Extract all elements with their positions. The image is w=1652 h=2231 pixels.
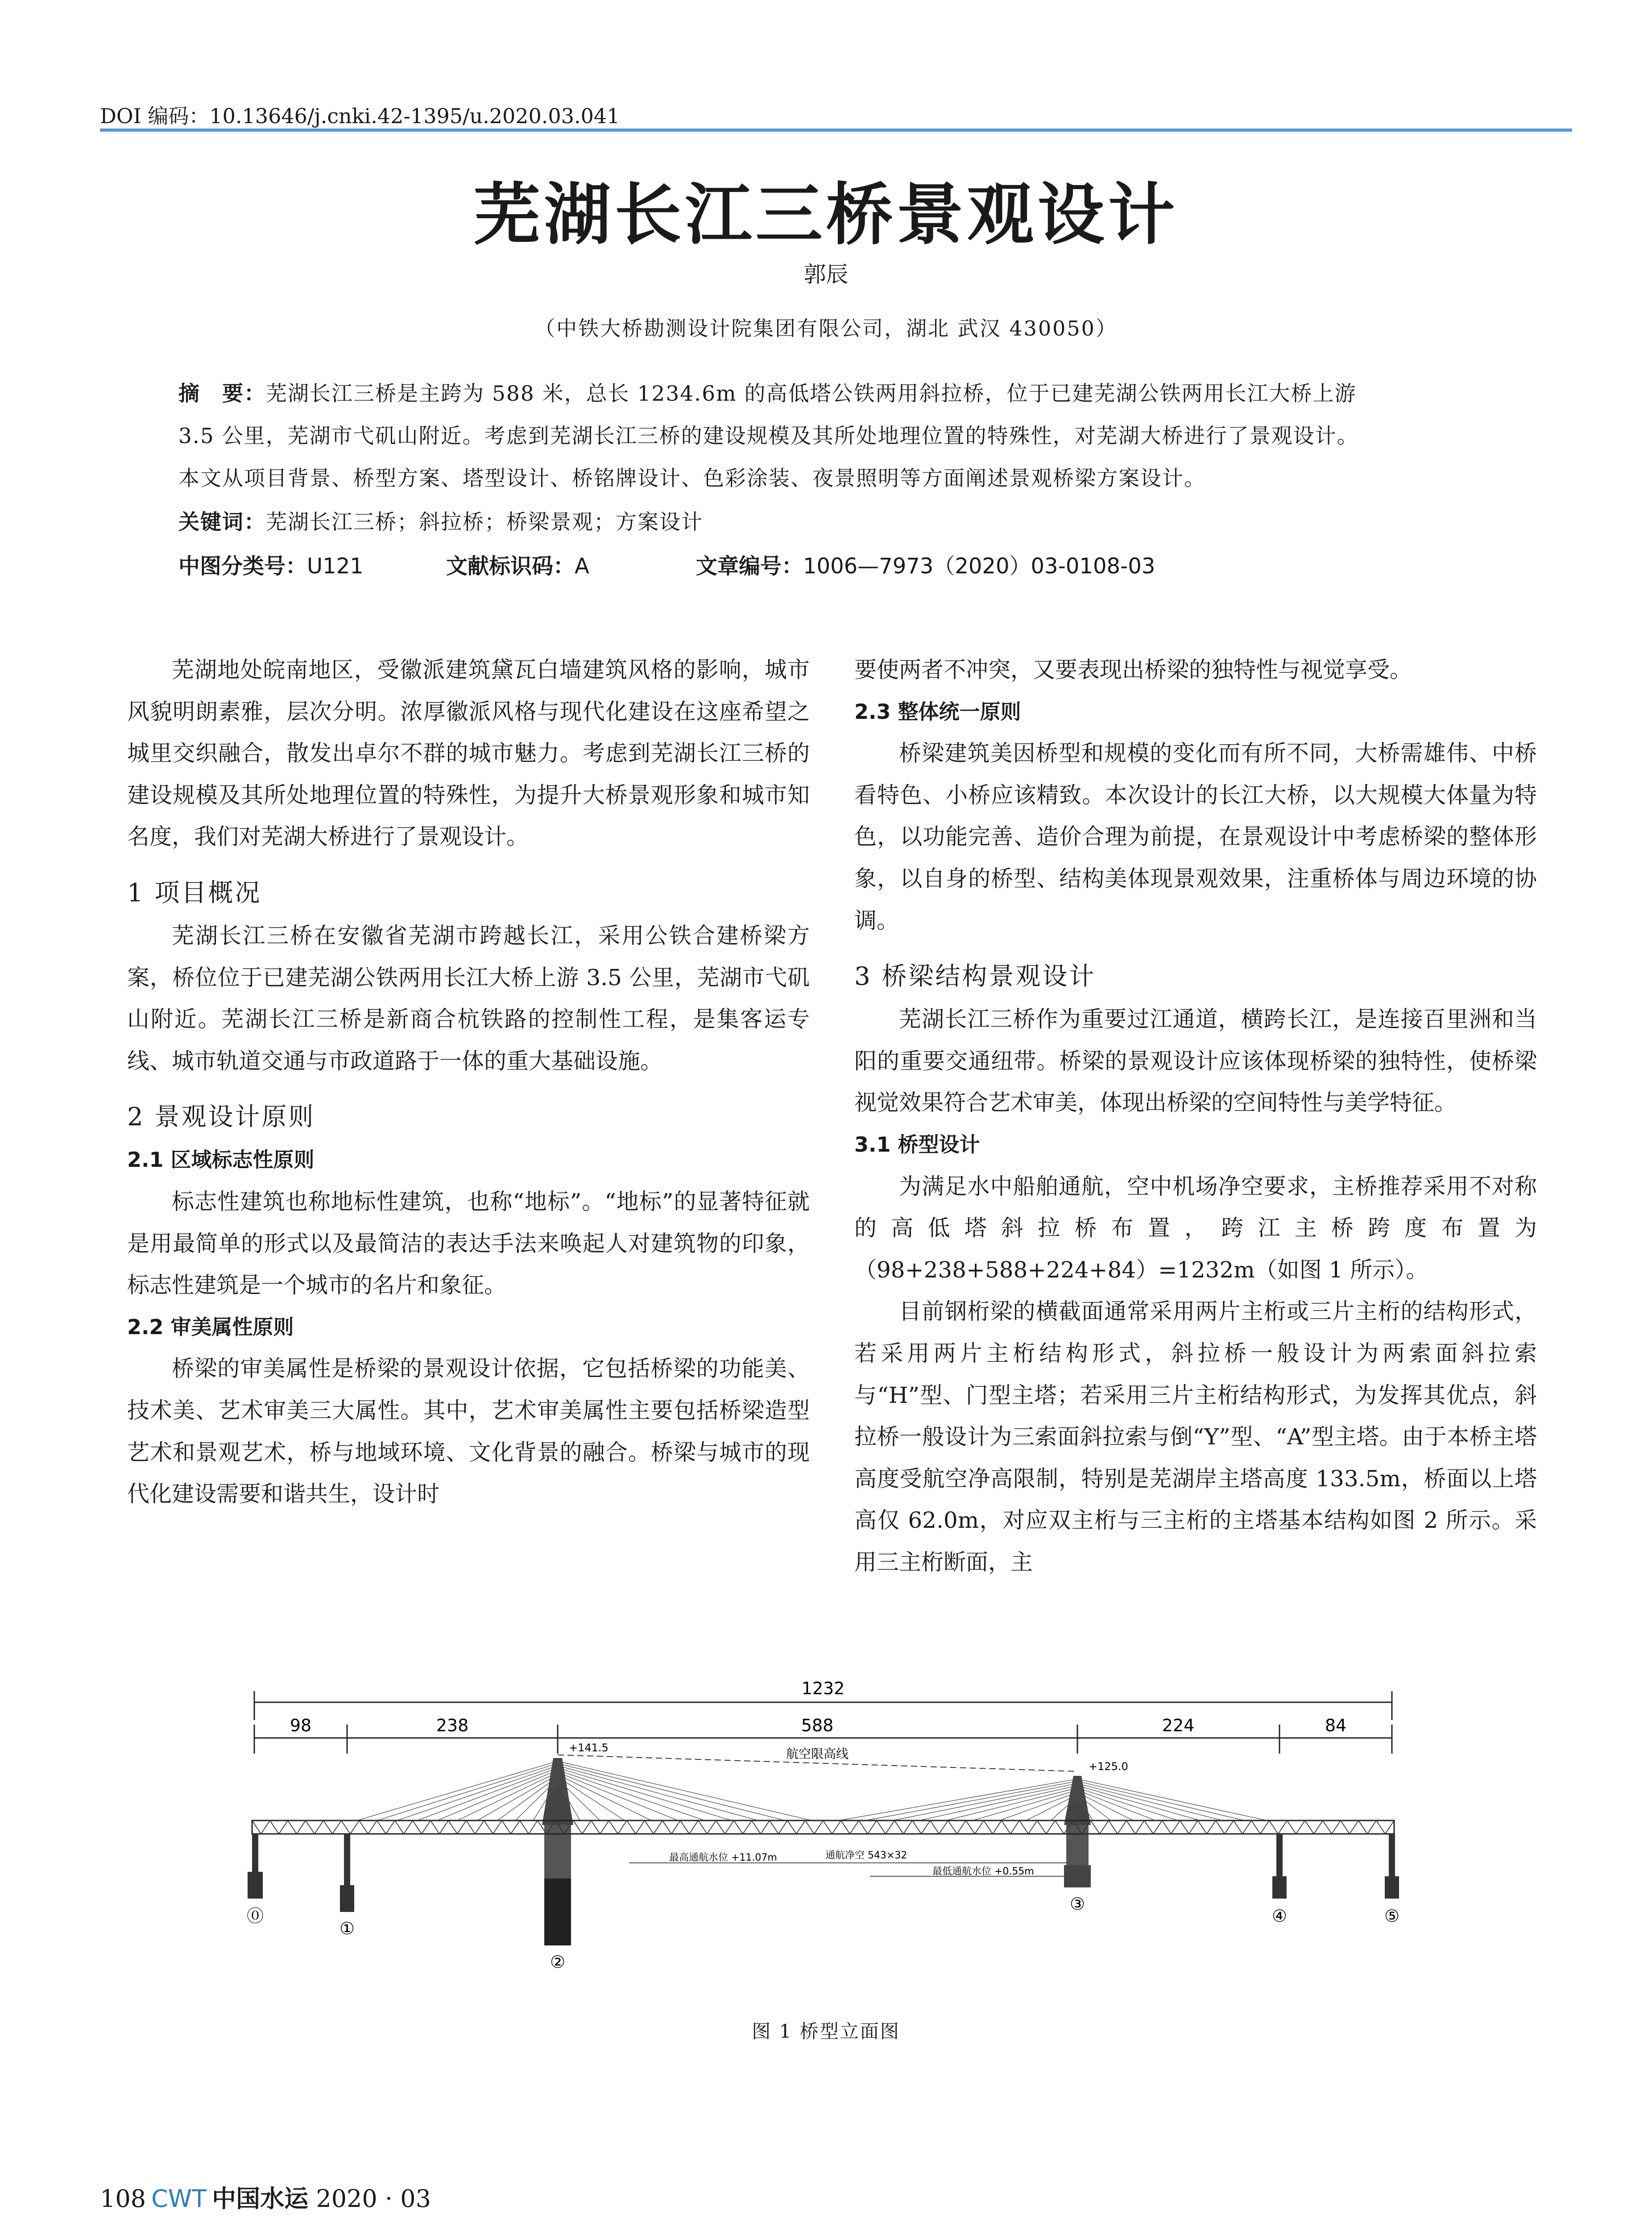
page-footer — [100, 2180, 431, 2214]
keywords-label: 关键词： — [178, 510, 266, 535]
intro-paragraph: 芜湖地处皖南地区，受徽派建筑黛瓦白墙建筑风格的影响，城市风貌明朗素雅，层次分明。浓厚徽派风格与现代化建设在这座希望之城里交织融合，散发出卓尔不群的城市魅力。考虑到芜湖长江三桥的建设规模及其所处地理位置的特殊性，为提升大桥景观形象和城市知名度，我们对芜湖大桥进行了景观设计。 — [127, 657, 810, 850]
left-column — [127, 649, 810, 1515]
pier-1-marker: ① — [339, 1919, 355, 1938]
section-2-3-heading: 2.3 整体统一原则 — [854, 699, 1021, 724]
stay-cables-tower-2 — [839, 1779, 1267, 1820]
section-2-2-heading: 2.2 审美属性原则 — [127, 1315, 294, 1339]
clearance-label: 通航净空 543×32 — [825, 1850, 907, 1861]
section-3-text: 芜湖长江三桥作为重要过江通道，横跨长江，是连接百里洲和当阳的重要交通纽带。桥梁的景观设计应该体现桥梁的独特性，使桥梁视觉效果符合艺术审美，体现出桥梁的空间特性与美学特征。 — [854, 1006, 1537, 1116]
pier-4-marker: ④ — [1271, 1906, 1288, 1926]
page-number: 108 — [100, 2185, 146, 2213]
header-rule — [100, 129, 1572, 132]
abstract-line-1 — [178, 377, 1495, 407]
keywords-line — [178, 506, 1495, 535]
section-2-3-text: 桥梁建筑美因桥型和规模的变化而有所不同，大桥需雄伟、中桥看特色、小桥应该精致。本次设计的长江大桥，以大规模大体量为特色，以功能完善、造价合理为前提，在景观设计中考虑桥梁的整体形象，以自身的桥型、结构美体现景观效果，注重桥体与周边环境的协调。 — [854, 740, 1537, 933]
clc-number: 中图分类号：U121 — [178, 554, 364, 579]
affiliation: （中铁大桥勘测设计院集团有限公司，湖北 武汉 430050） — [534, 316, 1118, 340]
total-length-label: 1232 — [801, 1679, 845, 1698]
tower-2-elevation: +125.0 — [1089, 1760, 1128, 1773]
section-2-heading: 2 景观设计原则 — [127, 1103, 315, 1132]
brand-logo: CWT — [151, 2185, 207, 2213]
issue-number: 2020 · 03 — [316, 2185, 431, 2213]
pier-1 — [340, 1834, 354, 1912]
section-1-heading: 1 项目概况 — [127, 878, 262, 908]
article-number: 文章编号：1006—7973（2020）03-0108-03 — [696, 554, 1155, 579]
continued-paragraph: 要使两者不冲突，又要表现出桥梁的独特性与视觉享受。 — [854, 657, 1412, 683]
abstract-label: 摘 要： — [178, 382, 266, 406]
publication-name: 中国水运 — [212, 2184, 309, 2213]
bridge-elevation-figure — [241, 1675, 1410, 1992]
main-tower-1 — [542, 1758, 573, 1879]
section-3-1-heading: 3.1 桥型设计 — [854, 1132, 980, 1157]
pier-0 — [248, 1834, 263, 1899]
section-3-1-text-2: 目前钢桁梁的横截面通常采用两片主桁或三片主桁的结构形式，若采用两片主桁结构形式，斜拉桥一般设计为两索面斜拉索与“H”型、门型主塔；若采用三片主桁结构形式，为发挥其优点，斜拉桥一般设计为三索面斜拉索与倒“Y”型、“A”型主塔。由于本桥主塔高度受航空净高限制，特别是芜湖岸主塔高度 133.5m，桥面以上塔高仅 62.0m，对应双主桁与三主桁的主塔基本结构如图 2 所示。采用三主桁断面，主 — [854, 1298, 1537, 1575]
section-3-heading: 3 桥梁结构景观设计 — [854, 962, 1096, 991]
pier-3 — [1064, 1865, 1091, 1887]
abstract-line-2: 3.5 公里，芜湖市弋矶山附近。考虑到芜湖长江三桥的建设规模及其所处地理位置的特殊性，对芜湖大桥进行了景观设计。 — [178, 424, 1359, 448]
span-84-label: 84 — [1325, 1716, 1347, 1735]
pier-2-marker: ② — [550, 1952, 566, 1972]
pier-0-marker: ⓪ — [246, 1906, 264, 1926]
min-water-level-label: 最低通航水位 +0.55m — [932, 1866, 1034, 1877]
span-224-label: 224 — [1162, 1716, 1195, 1735]
keywords-text: 芜湖长江三桥；斜拉桥；桥梁景观；方案设计 — [266, 510, 703, 535]
tower-1-elevation: +141.5 — [569, 1742, 609, 1754]
pier-2 — [544, 1879, 571, 1945]
aviation-limit-label: 航空限高线 — [786, 1746, 849, 1761]
pier-5-marker: ⑤ — [1384, 1906, 1400, 1926]
section-1-text: 芜湖长江三桥在安徽省芜湖市跨越长江，采用公铁合建桥梁方案，桥位位于已建芜湖公铁两用长江大桥上游 3.5 公里，芜湖市弋矶山附近。芜湖长江三桥是新商合杭铁路的控制性工程，是集客运专线、城市轨道交通与市政道路于一体的重大基础设施。 — [127, 922, 810, 1074]
pier-5 — [1385, 1834, 1399, 1899]
abstract-line-3: 本文从项目背景、桥型方案、塔型设计、桥铭牌设计、色彩涂装、夜景照明等方面阐述景观桥梁方案设计。 — [178, 466, 1206, 491]
pier-3-marker: ③ — [1069, 1894, 1085, 1914]
right-column — [854, 649, 1537, 1583]
span-588-label: 588 — [801, 1716, 834, 1735]
figure-caption: 图 1 桥型立面图 — [752, 2020, 900, 2042]
section-2-1-text: 标志性建筑也称地标性建筑，也称“地标”。“地标”的显著特征就是用最简单的形式以及最简洁的表达手法来唤起人对建筑物的印象，标志性建筑是一个城市的名片和象征。 — [127, 1188, 810, 1298]
pier-4 — [1272, 1834, 1287, 1899]
author: 郭辰 — [803, 261, 849, 287]
document-code: 文献标识码：A — [446, 554, 589, 579]
section-2-2-text: 桥梁的审美属性是桥梁的景观设计依据，它包括桥梁的功能美、技术美、艺术审美三大属性。其中，艺术审美属性主要包括桥梁造型艺术和景观艺术，桥与地域环境、文化背景的融合。桥梁与城市的现代化建设需要和谐共生，设计时 — [127, 1356, 810, 1507]
doi-header: DOI 编码：10.13646/j.cnki.42-1395/u.2020.03.041 — [100, 104, 620, 128]
section-2-1-heading: 2.1 区域标志性原则 — [127, 1148, 315, 1172]
abstract-text-1: 芜湖长江三桥是主跨为 588 米，总长 1234.6m 的高低塔公铁两用斜拉桥，位于已建芜湖公铁两用长江大桥上游 — [266, 382, 1357, 406]
span-98-label: 98 — [290, 1716, 312, 1735]
section-3-1-text-1: 为满足水中船舶通航，空中机场净空要求，主桥推荐采用不对称的高低塔斜拉桥布置，跨江主桥跨度布置为（98+238+588+224+84）=1232m（如图 1 所示）。 — [854, 1173, 1537, 1283]
steel-truss-girder — [252, 1820, 1394, 1834]
max-water-level-label: 最高通航水位 +11.07m — [669, 1852, 777, 1863]
span-238-label: 238 — [436, 1716, 469, 1735]
article-title: 芜湖长江三桥景观设计 — [473, 175, 1179, 254]
stay-cables-tower-1 — [357, 1761, 812, 1820]
